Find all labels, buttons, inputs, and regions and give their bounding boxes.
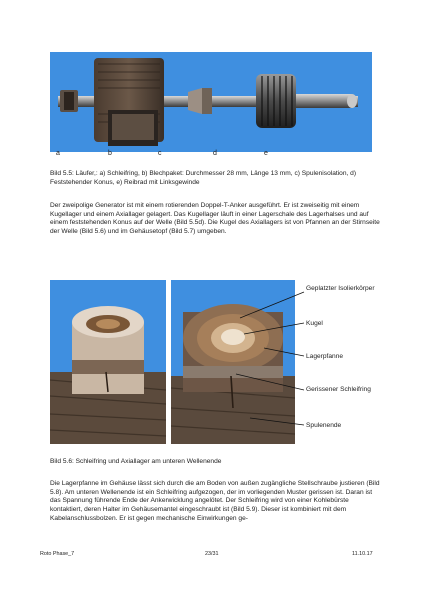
callout-d: d bbox=[213, 150, 217, 157]
callout-a: a bbox=[56, 150, 60, 157]
leader-schleifring bbox=[236, 374, 304, 390]
figure-5-6-caption: Bild 5.6: Schleifring und Axiallager am unteren Wellenende bbox=[50, 458, 222, 465]
label-lagerpfanne: Lagerpfanne bbox=[306, 353, 344, 360]
leader-kugel bbox=[244, 323, 304, 334]
figure-5-5-caption: Bild 5.5: Läufer,: a) Schleifring, b) Blechpaket: Durchmesser 28 mm, Länge 13 mm, c) Spulenisolation, d) Feststehender Konus, e) Reibrad mit Linksgewinde bbox=[50, 170, 357, 186]
leader-lagerpfanne bbox=[264, 348, 304, 356]
leader-spulenende bbox=[250, 418, 304, 425]
callout-c: c bbox=[158, 150, 162, 157]
label-spulenende: Spulenende bbox=[306, 422, 342, 429]
paragraph-1: Der zweipolige Generator ist mit einem rotierenden Doppel-T-Anker ausgeführt. Er ist zweiseitig mit einem Kugellager und einem Axiallager gelagert. Das Kugellager läuft in einer Lagerschale des Lagerhalses und auf einem feststehenden Konus auf der Welle (Bild 5.5d). Die Kugel des Axiallagers ist von Pfannen an der Stirnseite der Welle (Bild 5.6) und im Gehäusetopf (Bild 5.7) umgeben. bbox=[50, 202, 380, 236]
label-kugel: Kugel bbox=[306, 320, 323, 327]
footer-date: 11.10.17 bbox=[352, 551, 373, 557]
footer-left: Roto Phase_7 bbox=[40, 551, 75, 557]
leader-isolierkoerper bbox=[240, 292, 304, 318]
label-gerissener-schleifring: Gerissener Schleifring bbox=[306, 386, 371, 393]
callout-e: e bbox=[264, 150, 268, 157]
footer-page-number: 23/31 bbox=[205, 551, 219, 557]
callout-b: b bbox=[108, 150, 112, 157]
label-geplatzter-isolierkoerper: Geplatzter Isolierkörper bbox=[306, 285, 375, 292]
paragraph-2: Die Lagerpfanne im Gehäuse lässt sich durch die am Boden von außen zugängliche Stellschraube justieren (Bild 5.8). Am unteren Wellenende ist ein Schleifring aufgezogen, der im vorliegenden Muster gerissen ist. Daran ist das Spannung führende Ende der Ankerwicklung angelötet. Der Schleifring wird von einer Kohlebürste kontaktiert, deren Halter im Gehäusemantel eingeschraubt ist (Bild 5.9). Dieser ist kombiniert mit dem Kabelanschlussbolzen. Er ist gegen mechanische Einwirkungen ge- bbox=[50, 480, 380, 522]
